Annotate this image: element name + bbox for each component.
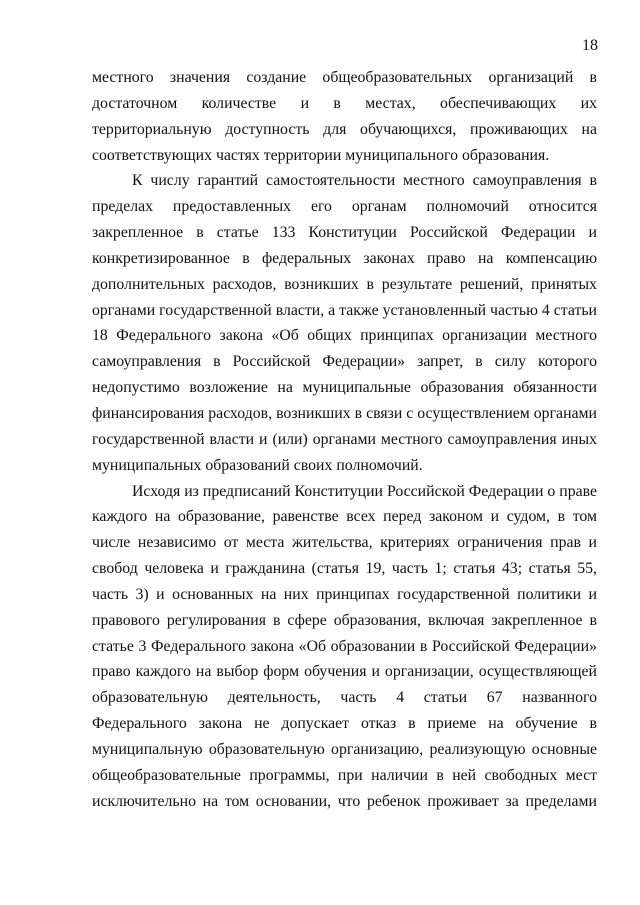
paragraph-1: местного значения создание общеобразовательных организаций в достаточном количестве и в местах, обеспечивающих их территориальную доступность для обучающихся, проживающих на соответствующих частях территории муниципального образования. — [92, 69, 597, 164]
paragraph-2: К числу гарантий самостоятельности местного самоуправления в пределах предоставленных его органам полномочий относится закрепленное в статье 133 Конституции Российской Федерации и конкретизированное в федеральных законах право на компенсацию дополнительных расходов, возникших в результате решений, принятых органами государственной власти, а также установленный частью 4 статьи 18 Федерального закона «Об общих принципах организации местного самоуправления в Российской Федерации» запрет, в силу которого недопустимо возложение на муниципальные образования обязанности финансирования расходов, возникших в связи с осуществлением органами государственной власти и (или) органами местного самоуправления иных муниципальных образований своих полномочий. — [92, 172, 597, 474]
document-body — [92, 65, 597, 814]
page-number: 18 — [582, 37, 598, 54]
paragraph-3: Исходя из предписаний Конституции Российской Федерации о праве каждого на образование, равенстве всех перед законом и судом, в том числе независимо от места жительства, критериях ограничения прав и свобод человека и гражданина (статья 19, часть 1; статья 43; статья 55, часть 3) и основанных на них принципах государственной политики и правового регулирования в сфере образования, включая закрепленное в статье 3 Федерального закона «Об образовании в Российской Федерации» право каждого на выбор форм обучения и организации, осуществляющей образовательную деятельность, часть 4 статьи 67 названного Федерального закона не допускает отказ в приеме на обучение в муниципальную образовательную организацию, реализующую основные общеобразовательные программы, при наличии в ней свободных мест исключительно на том основании, что ребенок проживает за пределами — [92, 482, 597, 810]
